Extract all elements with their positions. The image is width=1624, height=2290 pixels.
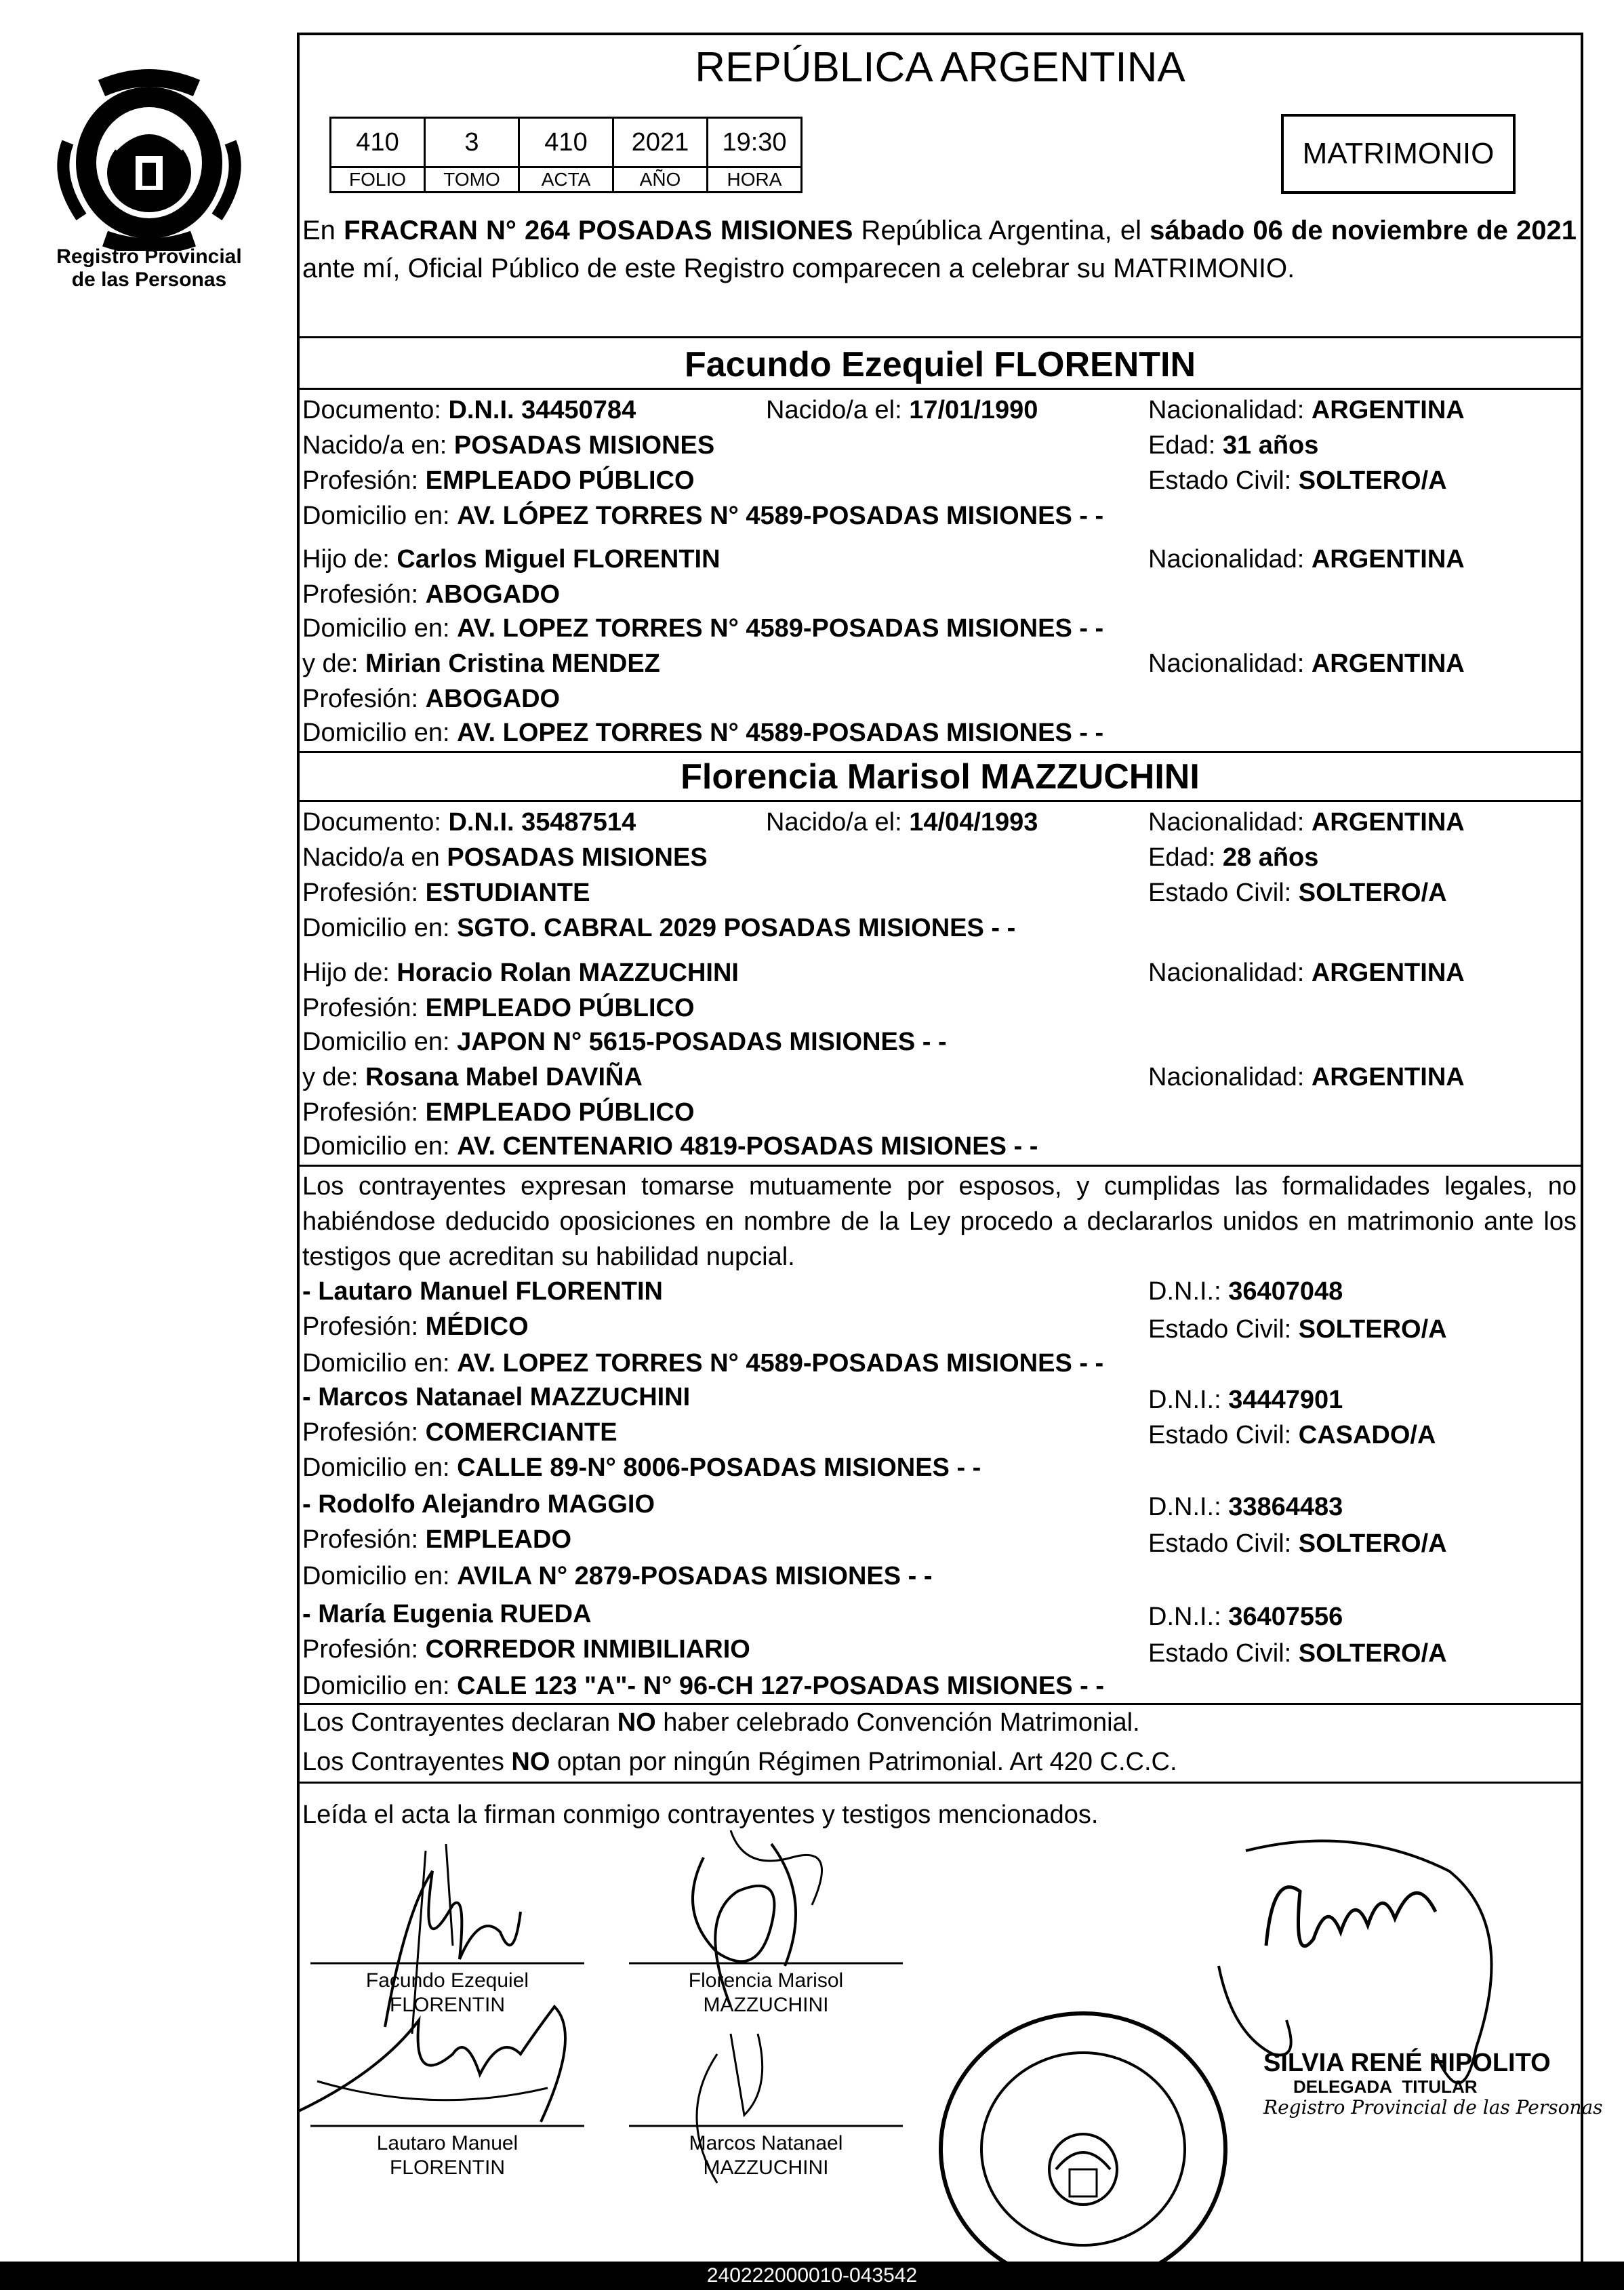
bride-profession (302, 877, 590, 908)
groom-addr-value: AV. LÓPEZ TORRES N° 4589-POSADAS MISIONES - - (457, 502, 1104, 530)
groom-document (302, 395, 636, 426)
groom-father-prof: ABOGADO (425, 580, 561, 609)
bride-father (302, 957, 739, 988)
label: Profesión: (302, 1098, 426, 1127)
groom-mother-prof: ABOGADO (425, 685, 561, 713)
bride-civil-status (1148, 877, 1447, 908)
groom-mother (302, 648, 660, 679)
bride-father-nat: ARGENTINA (1311, 959, 1465, 987)
divider (297, 1703, 1583, 1705)
year-label: AÑO (613, 167, 708, 193)
witness-1-civil (1148, 1314, 1447, 1345)
bride-prof-value: ESTUDIANTE (425, 879, 590, 907)
witness-2-addr: CALLE 89-N° 8006-POSADAS MISIONES - - (457, 1453, 981, 1482)
signature-area (297, 1830, 1603, 2271)
logo-caption-line1: Registro Provincial (56, 245, 242, 268)
tomo-value: 3 (425, 118, 519, 167)
label: y de: (302, 649, 365, 678)
bride-mother-name: Rosana Mabel DAVIÑA (365, 1063, 643, 1091)
witness-3-address (302, 1561, 933, 1592)
label: Estado Civil: (1148, 1421, 1299, 1449)
hour-label: HORA (708, 167, 802, 193)
label: Profesión: (302, 1418, 426, 1447)
convention-statement (302, 1707, 1140, 1738)
witness-3-dni-value: 33864483 (1228, 1493, 1343, 1521)
groom-dni: D.N.I. 34450784 (448, 396, 636, 424)
groom-mother-name: Mirian Cristina MENDEZ (365, 649, 660, 678)
declaration-paragraph: Los contrayentes expresan tomarse mutuamente por esposos, y cumplidas las formalidades legales, no habiéndose deducido oposiciones en nombre de la Ley procedo a declararlos unidos en matrimonio ante los testigos que acreditan su habilidad nupcial. (302, 1172, 1577, 1271)
groom-father-name: Carlos Miguel FLORENTIN (397, 545, 720, 574)
groom-prof-value: EMPLEADO PÚBLICO (425, 466, 695, 495)
bride-nat: ARGENTINA (1311, 808, 1465, 837)
text: Los Contrayentes declaran (302, 1708, 617, 1737)
groom-mother-profession (302, 683, 560, 715)
witness-4-civil-value: SOLTERO/A (1298, 1639, 1447, 1668)
bride-father-addr: JAPON N° 5615-POSADAS MISIONES - - (457, 1028, 947, 1056)
official-role-2: TITULAR (1402, 2076, 1478, 2097)
label: Nacido/a el: (766, 808, 910, 837)
witness-2-prof: COMERCIANTE (425, 1418, 617, 1447)
logo-caption (27, 245, 271, 292)
witness-3-profession (302, 1524, 571, 1555)
witness-4-name: - María Eugenia RUEDA (302, 1600, 592, 1628)
bride-mother-nat: ARGENTINA (1311, 1063, 1465, 1091)
label: Domicilio en: (302, 1672, 458, 1700)
label: Edad: (1148, 431, 1223, 460)
witness-1-prof: MÉDICO (425, 1312, 529, 1341)
label: Profesión: (302, 1525, 426, 1554)
witness-3-addr: AVILA N° 2879-POSADAS MISIONES - - (457, 1562, 933, 1590)
witness-3-civil (1148, 1528, 1447, 1559)
groom-father-addr: AV. LOPEZ TORRES N° 4589-POSADAS MISIONES - - (457, 614, 1104, 643)
label: Nacionalidad: (1148, 808, 1312, 837)
signature-surname: FLORENTIN (389, 2156, 505, 2179)
folio-label: FOLIO (331, 167, 425, 193)
tomo-label: TOMO (425, 167, 519, 193)
signature-surname: FLORENTIN (389, 1994, 505, 2016)
official-stamp-block (1263, 2049, 1603, 2119)
signature-name: Marcos Natanael (689, 2132, 843, 2154)
label: D.N.I.: (1148, 1493, 1229, 1521)
groom-father-nat: ARGENTINA (1311, 545, 1465, 574)
intro-text-3: ante mí, Oficial Público de este Registro comparecen a celebrar su MATRIMONIO. (302, 254, 1295, 283)
label: Domicilio en: (302, 1453, 458, 1482)
bride-mother (302, 1062, 643, 1093)
bride-document (302, 807, 636, 838)
witness-1-profession (302, 1311, 529, 1342)
label: Nacido/a en: (302, 431, 454, 460)
folio-value: 410 (331, 118, 425, 167)
label: Documento: (302, 396, 449, 424)
record-meta-table (329, 117, 803, 193)
label: Domicilio en: (302, 1562, 458, 1590)
groom-born: 17/01/1990 (909, 396, 1038, 424)
bride-father-profession (302, 992, 695, 1024)
bride-address (302, 912, 1015, 944)
bride-mother-addr: AV. CENTENARIO 4819-POSADAS MISIONES - - (457, 1132, 1038, 1161)
logo-caption-line2: de las Personas (71, 268, 227, 291)
label: Profesión: (302, 685, 426, 713)
witness-2-name: - Marcos Natanael MAZZUCHINI (302, 1383, 691, 1411)
witness-3-dni (1148, 1491, 1343, 1523)
groom-mother-address (302, 717, 1103, 748)
divider (297, 800, 1583, 802)
witness-2-civil-value: CASADO/A (1298, 1421, 1436, 1449)
groom-father (302, 544, 720, 575)
bride-mother-prof: EMPLEADO PÚBLICO (425, 1098, 695, 1127)
signature-label-groom (325, 1969, 569, 2017)
bride-father-nationality (1148, 957, 1465, 988)
witness-2-profession (302, 1417, 617, 1448)
groom-father-profession (302, 579, 560, 610)
label: Edad: (1148, 843, 1223, 872)
witness-1-name: - Lautaro Manuel FLORENTIN (302, 1277, 663, 1306)
label: Domicilio en: (302, 719, 458, 747)
groom-father-nationality (1148, 544, 1465, 575)
bride-addr-value: SGTO. CABRAL 2029 POSADAS MISIONES - - (457, 914, 1016, 942)
groom-civil-status (1148, 465, 1447, 496)
groom-address (302, 500, 1103, 531)
bride-mother-address (302, 1131, 1038, 1162)
label: Nacionalidad: (1148, 649, 1312, 678)
witness-4-civil (1148, 1638, 1447, 1669)
bride-mother-profession (302, 1097, 695, 1128)
groom-mother-nat: ARGENTINA (1311, 649, 1465, 678)
witness-1-address (302, 1348, 1103, 1379)
witness-2-address (302, 1452, 981, 1483)
witness-3-civil-value: SOLTERO/A (1298, 1529, 1447, 1558)
groom-age-value: 31 años (1222, 431, 1319, 460)
groom-age (1148, 430, 1318, 461)
witness-4-prof: CORREDOR INMIBILIARIO (425, 1635, 750, 1664)
bride-born: 14/04/1993 (909, 808, 1038, 837)
bride-father-address (302, 1026, 947, 1058)
witness-1-addr: AV. LOPEZ TORRES N° 4589-POSADAS MISIONES - - (457, 1349, 1104, 1378)
signature-name: Lautaro Manuel (376, 2132, 519, 2154)
misiones-shield-icon (41, 61, 258, 251)
bride-age (1148, 842, 1318, 873)
label: Nacionalidad: (1148, 396, 1312, 424)
label: Profesión: (302, 1312, 426, 1341)
groom-name: Facundo Ezequiel FLORENTIN (684, 345, 1196, 384)
divider (297, 336, 1583, 338)
divider (297, 1782, 1583, 1784)
intro-text-1: En (302, 216, 344, 245)
witness-4-address (302, 1670, 1104, 1702)
label: Estado Civil: (1148, 879, 1299, 907)
footer-barcode-text: 240222000010-043542 (0, 2262, 1624, 2290)
emphasis: NO (617, 1708, 656, 1737)
label: Hijo de: (302, 545, 397, 574)
emphasis: NO (511, 1748, 550, 1776)
label: Nacido/a en (302, 843, 447, 872)
witness-2-dni-value: 34447901 (1228, 1386, 1343, 1414)
divider (297, 1165, 1583, 1167)
label: D.N.I.: (1148, 1603, 1229, 1631)
label: Domicilio en: (302, 1132, 458, 1161)
closing-statement: Leída el acta la firman conmigo contrayentes y testigos mencionados. (302, 1801, 1099, 1829)
label: Hijo de: (302, 959, 397, 987)
signature-name: Facundo Ezequiel (365, 1969, 529, 1992)
intro-paragraph (302, 212, 1577, 287)
witness-4-profession (302, 1634, 750, 1665)
witness-3-prof: EMPLEADO (425, 1525, 572, 1554)
groom-father-address (302, 613, 1103, 644)
label: Estado Civil: (1148, 466, 1299, 495)
patrimonial-regime-statement (302, 1746, 1177, 1777)
hour-value: 19:30 (708, 118, 802, 167)
official-office: Registro Provincial de las Personas (1263, 2096, 1603, 2118)
label: Profesión: (302, 466, 426, 495)
label: D.N.I.: (1148, 1386, 1229, 1414)
acta-value: 410 (519, 118, 613, 167)
label: Documento: (302, 808, 449, 837)
bride-father-prof: EMPLEADO PÚBLICO (425, 994, 695, 1022)
witness-1-dni (1148, 1276, 1343, 1307)
signature-surname: MAZZUCHINI (703, 2156, 829, 2179)
groom-nationality (1148, 395, 1465, 426)
label: Estado Civil: (1148, 1529, 1299, 1558)
witness-4-dni (1148, 1601, 1343, 1632)
bride-nationality (1148, 807, 1465, 838)
label: y de: (302, 1063, 365, 1091)
bride-birthplace (302, 842, 708, 873)
bride-civil-value: SOLTERO/A (1298, 879, 1447, 907)
signature-label-bride (644, 1969, 888, 2017)
bride-mother-nationality (1148, 1062, 1465, 1093)
text: optan por ningún Régimen Patrimonial. Art 420 C.C.C. (550, 1748, 1177, 1776)
intro-text-2: República Argentina, el (853, 216, 1150, 245)
label: Domicilio en: (302, 914, 458, 942)
bride-age-value: 28 años (1222, 843, 1319, 872)
label: Nacido/a el: (766, 396, 910, 424)
intro-place: FRACRAN N° 264 POSADAS MISIONES (344, 216, 853, 245)
witness-2-civil (1148, 1420, 1436, 1451)
groom-mother-nationality (1148, 648, 1465, 679)
groom-nat: ARGENTINA (1311, 396, 1465, 424)
text: Los Contrayentes (302, 1748, 512, 1776)
bride-dni: D.N.I. 35487514 (448, 808, 636, 837)
witness-3-name: - Rodolfo Alejandro MAGGIO (302, 1490, 655, 1519)
document-type-box: MATRIMONIO (1281, 114, 1516, 194)
signature-label-witness-2 (644, 2131, 888, 2180)
label: Estado Civil: (1148, 1639, 1299, 1668)
label: Nacionalidad: (1148, 959, 1312, 987)
signature-surname: MAZZUCHINI (703, 1994, 829, 2016)
signature-name: Florencia Marisol (688, 1969, 844, 1992)
label: Domicilio en: (302, 614, 458, 643)
document-title: REPÚBLICA ARGENTINA (695, 44, 1185, 91)
label: Profesión: (302, 879, 426, 907)
signature-label-witness-1 (325, 2131, 569, 2180)
official-name: SILVIA RENÉ HIPOLITO (1263, 2049, 1551, 2077)
groom-birthplace (302, 430, 714, 461)
bride-birthdate (766, 807, 1038, 838)
bride-father-name: Horacio Rolan MAZZUCHINI (397, 959, 739, 987)
label: Domicilio en: (302, 1028, 458, 1056)
label: Profesión: (302, 994, 426, 1022)
bride-name: Florencia Marisol MAZZUCHINI (681, 757, 1200, 797)
official-role (1263, 2077, 1562, 2096)
text: haber celebrado Convención Matrimonial. (655, 1708, 1140, 1737)
witness-1-dni-value: 36407048 (1228, 1277, 1343, 1306)
label: Domicilio en: (302, 502, 458, 530)
label: Profesión: (302, 580, 426, 609)
label: Nacionalidad: (1148, 545, 1312, 574)
witness-2-dni (1148, 1384, 1343, 1415)
divider (297, 751, 1583, 753)
acta-label: ACTA (519, 167, 613, 193)
groom-birthplace-value: POSADAS MISIONES (453, 431, 715, 460)
witness-4-dni-value: 36407556 (1228, 1603, 1343, 1631)
intro-date: sábado 06 de noviembre de 2021 (1150, 216, 1577, 245)
groom-mother-addr: AV. LOPEZ TORRES N° 4589-POSADAS MISIONES - - (457, 719, 1104, 747)
label: Domicilio en: (302, 1349, 458, 1378)
year-value: 2021 (613, 118, 708, 167)
label: Profesión: (302, 1635, 426, 1664)
official-role-1: DELEGADA (1293, 2076, 1392, 2097)
label: D.N.I.: (1148, 1277, 1229, 1306)
divider (297, 388, 1583, 390)
groom-birthdate (766, 395, 1038, 426)
witness-4-addr: CALE 123 "A"- N° 96-CH 127-POSADAS MISIONES - - (457, 1672, 1105, 1700)
label: Nacionalidad: (1148, 1063, 1312, 1091)
bride-birthplace-value: POSADAS MISIONES (447, 843, 708, 872)
label: Estado Civil: (1148, 1315, 1299, 1344)
witness-1-civil-value: SOLTERO/A (1298, 1315, 1447, 1344)
groom-civil-value: SOLTERO/A (1298, 466, 1447, 495)
groom-profession (302, 465, 695, 496)
